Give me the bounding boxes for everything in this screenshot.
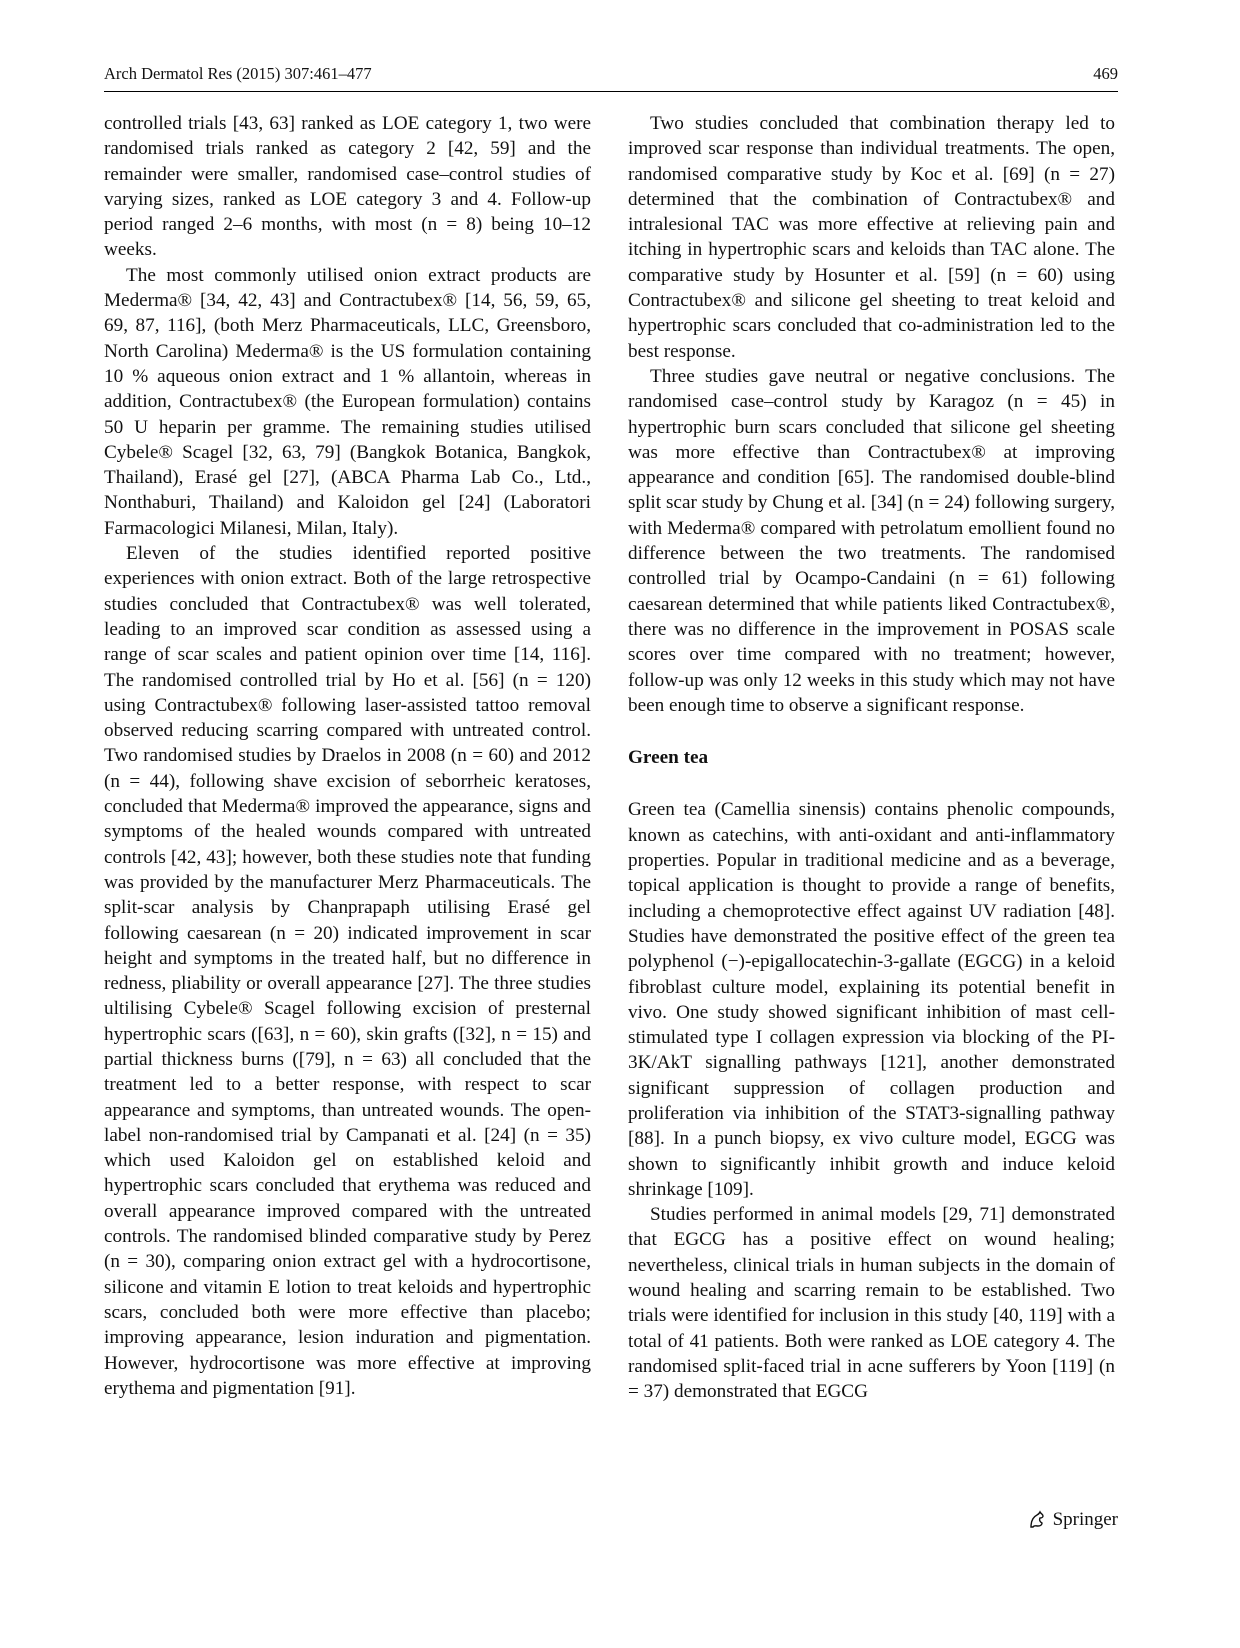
paragraph: controlled trials [43, 63] ranked as LOE category 1, two were randomised trials ranked as category 2 [42, 59] and the remainder were smaller, randomised case–control studies of varying sizes, ranked as LOE category 3 and 4. Follow-up period ranged 2–6 months, with most (n = 8) being 10–12 weeks. xyxy=(104,113,591,261)
page-number: 469 xyxy=(1093,64,1118,83)
springer-horse-icon xyxy=(1027,1510,1047,1530)
section-heading: Green tea xyxy=(628,747,709,769)
running-head xyxy=(104,64,1118,86)
paragraph: Two studies concluded that combination therapy led to improved scar response than individual treatments. The open, randomised comparative study by Koc et al. [69] (n = 27) determined that the combination of Contractubex® and intralesional TAC was more effective at relieving pain and itching in hypertrophic scars and keloids than TAC alone. The comparative study by Hosunter et al. [59] (n = 60) using Contractubex® and silicone gel sheeting to treat keloid and hypertrophic scars concluded that co-administration led to the best response. xyxy=(628,113,1115,362)
left-column xyxy=(104,111,591,1401)
paragraph: Studies performed in animal models [29, 71] demonstrated that EGCG has a positive effect on wound healing; nevertheless, clinical trials in human subjects in the domain of wound healing and scarring remain to be established. Two trials were identified for inclusion in this study [40, 119] with a total of 41 patients. Both were ranked as LOE category 4. The randomised split-faced trial in acne sufferers by Yoon [119] (n = 37) demonstrated that EGCG xyxy=(628,1204,1115,1403)
paragraph: Green tea (Camellia sinensis) contains phenolic compounds, known as catechins, with anti-oxidant and anti-inflammatory properties. Popular in traditional medicine and as a beverage, topical application is thought to provide a range of benefits, including a chemoprotective effect against UV radiation [48]. Studies have demonstrated the positive effect of the green tea polyphenol (−)-epigallocatechin-3-gallate (EGCG) in a keloid fibroblast culture model, explaining its potential benefit in vivo. One study showed significant inhibition of mast cell-stimulated type I collagen expression via blocking of the PI-3K/AkT signalling pathways [121], another demonstrated significant suppression of collagen production and proliferation via inhibition of the STAT3-signalling pathway [88]. In a punch biopsy, ex vivo culture model, EGCG was shown to significantly inhibit growth and induce keloid shrinkage [109]. xyxy=(628,799,1115,1200)
header-rule xyxy=(104,91,1118,92)
paragraph: The most commonly utilised onion extract products are Mederma® [34, 42, 43] and Contractubex® [14, 56, 59, 65, 69, 87, 116], (both Merz Pharmaceuticals, LLC, Greensboro, North Carolina) Mederma® is the US formulation containing 10 % aqueous onion extract and 1 % allantoin, whereas in addition, Contractubex® (the European formulation) contains 50 U heparin per gramme. The remaining studies utilised Cybele® Scagel [32, 63, 79] (Bangkok Botanica, Bangkok, Thailand), Erasé gel [27], (ABCA Pharma Lab Co., Ltd., Nonthaburi, Thailand) and Kaloidon gel [24] (Laboratori Farmacologici Milanesi, Milan, Italy). xyxy=(104,264,591,539)
right-column xyxy=(628,111,1115,1405)
publisher-name: Springer xyxy=(1052,1509,1118,1530)
publisher-footer xyxy=(1027,1507,1118,1533)
paragraph: Three studies gave neutral or negative conclusions. The randomised case–control study by Karagoz (n = 45) in hypertrophic burn scars concluded that silicone gel sheeting was more effective than Contractubex® at improving appearance and condition [65]. The randomised double-blind split scar study by Chung et al. [34] (n = 24) following surgery, with Mederma® compared with petrolatum emollient found no difference between the two treatments. The randomised controlled trial by Ocampo-Candaini (n = 61) following caesarean determined that while patients liked Contractubex®, there was no difference in the improvement in POSAS scale scores over time compared with no treatment; however, follow-up was only 12 weeks in this study which may not have been enough time to observe a significant response. xyxy=(628,365,1115,716)
paragraph: Eleven of the studies identified reported positive experiences with onion extract. Both of the large retrospective studies concluded that Contractubex® was well tolerated, leading to an improved scar condition as assessed using a range of scar scales and patient opinion over time [14, 116]. The randomised controlled trial by Ho et al. [56] (n = 120) using Contractubex® following laser-assisted tattoo removal observed reducing scarring compared with untreated control. Two randomised studies by Draelos in 2008 (n = 60) and 2012 (n = 44), following shave excision of seborrheic keratoses, concluded that Mederma® improved the appearance, signs and symptoms of the healed wounds compared with untreated controls [42, 43]; however, both these studies note that funding was provided by the manufacturer Merz Pharmaceuticals. The split-scar analysis by Chanprapaph utilising Erasé gel following caesarean (n = 20) indicated improvement in scar height and symptoms in the treated half, but no difference in redness, pliability or overall appearance [27]. The three studies ultilising Cybele® Scagel following excision of presternal hypertrophic scars ([63], n = 60), skin grafts ([32], n = 15) and partial thickness burns ([79], n = 63) all concluded that the treatment led to a better response, with respect to scar appearance and symptoms, than untreated wounds. The open-label non-randomised trial by Campanati et al. [24] (n = 35) which used Kaloidon gel on established keloid and hypertrophic scars concluded that erythema was reduced and overall appearance improved compared with the untreated controls. The randomised blinded comparative study by Perez (n = 30), comparing onion extract gel with a hydrocortisone, silicone and vitamin E lotion to treat keloids and hypertrophic scars, concluded both were more effective than placebo; improving appearance, lesion induration and pigmentation. However, hydrocortisone was more effective at improving erythema and pigmentation [91]. xyxy=(104,543,591,1399)
journal-citation: Arch Dermatol Res (2015) 307:461–477 xyxy=(104,64,372,83)
